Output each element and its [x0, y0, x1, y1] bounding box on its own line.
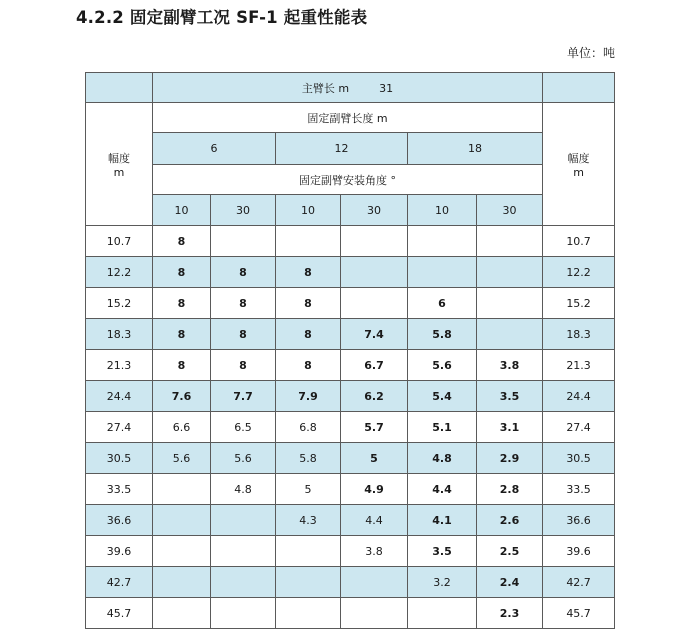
radius-unit: m	[573, 165, 584, 179]
radius-cell-right: 45.7	[543, 598, 615, 629]
angle-cell: 10	[276, 195, 341, 226]
table-row	[86, 226, 615, 257]
load-value-cell: 7.9	[276, 381, 341, 412]
radius-cell-right: 30.5	[543, 443, 615, 474]
load-value-cell: 2.3	[477, 598, 543, 629]
radius-cell-left: 30.5	[86, 443, 153, 474]
load-value-cell	[408, 226, 477, 257]
load-value-cell: 8	[276, 319, 341, 350]
table-row	[86, 288, 615, 319]
load-value-cell: 4.1	[408, 505, 477, 536]
radius-cell-right: 36.6	[543, 505, 615, 536]
load-value-cell: 8	[211, 257, 276, 288]
radius-header-right	[543, 103, 615, 226]
load-value-cell: 2.4	[477, 567, 543, 598]
radius-cell-left: 27.4	[86, 412, 153, 443]
load-value-cell: 4.4	[408, 474, 477, 505]
load-value-cell: 8	[153, 350, 211, 381]
load-value-cell	[211, 536, 276, 567]
angle-cell: 10	[153, 195, 211, 226]
table-row	[86, 257, 615, 288]
load-value-cell: 5.8	[276, 443, 341, 474]
load-value-cell	[341, 288, 408, 319]
jib-length-18: 18	[408, 133, 543, 165]
angle-cell: 10	[408, 195, 477, 226]
load-value-cell: 6.5	[211, 412, 276, 443]
radius-cell-left: 42.7	[86, 567, 153, 598]
load-value-cell: 8	[211, 350, 276, 381]
radius-cell-right: 27.4	[543, 412, 615, 443]
load-value-cell: 8	[153, 288, 211, 319]
load-value-cell: 6.6	[153, 412, 211, 443]
radius-cell-left: 15.2	[86, 288, 153, 319]
load-value-cell	[276, 598, 341, 629]
load-value-cell: 8	[211, 319, 276, 350]
load-value-cell: 2.5	[477, 536, 543, 567]
load-value-cell	[211, 567, 276, 598]
load-value-cell	[408, 257, 477, 288]
radius-label: 幅度	[567, 151, 590, 165]
load-value-cell	[211, 505, 276, 536]
load-value-cell: 8	[153, 226, 211, 257]
radius-cell-right: 24.4	[543, 381, 615, 412]
load-value-cell: 3.8	[341, 536, 408, 567]
load-value-cell: 5	[341, 443, 408, 474]
angle-cell: 30	[341, 195, 408, 226]
radius-cell-right: 12.2	[543, 257, 615, 288]
load-value-cell	[153, 567, 211, 598]
radius-cell-left: 18.3	[86, 319, 153, 350]
load-value-cell: 7.6	[153, 381, 211, 412]
load-value-cell	[341, 598, 408, 629]
load-value-cell: 6.7	[341, 350, 408, 381]
load-value-cell: 6.2	[341, 381, 408, 412]
angle-cell: 30	[211, 195, 276, 226]
table-row	[86, 350, 615, 381]
load-value-cell	[341, 567, 408, 598]
load-value-cell	[153, 474, 211, 505]
load-value-cell: 5.8	[408, 319, 477, 350]
load-value-cell	[153, 598, 211, 629]
load-value-cell: 4.4	[341, 505, 408, 536]
radius-cell-right: 15.2	[543, 288, 615, 319]
load-value-cell: 4.9	[341, 474, 408, 505]
load-value-cell: 8	[153, 319, 211, 350]
load-value-cell	[477, 319, 543, 350]
load-value-cell: 5.4	[408, 381, 477, 412]
load-value-cell: 3.2	[408, 567, 477, 598]
load-value-cell	[477, 226, 543, 257]
main-boom-label: 主臂长 m	[301, 81, 350, 95]
load-value-cell: 6	[408, 288, 477, 319]
load-value-cell	[153, 536, 211, 567]
load-value-cell	[408, 598, 477, 629]
load-value-cell	[477, 257, 543, 288]
load-value-cell: 8	[276, 350, 341, 381]
radius-cell-right: 18.3	[543, 319, 615, 350]
load-value-cell: 5.7	[341, 412, 408, 443]
load-value-cell	[341, 226, 408, 257]
radius-cell-left: 24.4	[86, 381, 153, 412]
load-value-cell	[211, 226, 276, 257]
jib-angle-label: 固定副臂安装角度 °	[153, 165, 543, 195]
radius-cell-right: 42.7	[543, 567, 615, 598]
table-row	[86, 443, 615, 474]
load-value-cell: 3.8	[477, 350, 543, 381]
load-value-cell	[276, 567, 341, 598]
radius-cell-left: 33.5	[86, 474, 153, 505]
load-value-cell: 2.9	[477, 443, 543, 474]
main-boom-header	[153, 73, 543, 103]
table-row	[86, 319, 615, 350]
table-row	[86, 505, 615, 536]
load-value-cell	[276, 536, 341, 567]
load-value-cell: 5.6	[211, 443, 276, 474]
radius-cell-left: 12.2	[86, 257, 153, 288]
load-value-cell	[153, 505, 211, 536]
load-value-cell: 8	[211, 288, 276, 319]
load-value-cell	[477, 288, 543, 319]
radius-header-left	[86, 103, 153, 226]
load-value-cell: 4.8	[211, 474, 276, 505]
table-row	[86, 536, 615, 567]
load-chart-table	[85, 72, 615, 629]
jib-length-6: 6	[153, 133, 276, 165]
load-value-cell: 8	[276, 257, 341, 288]
load-value-cell: 3.1	[477, 412, 543, 443]
load-value-cell: 2.6	[477, 505, 543, 536]
load-value-cell: 3.5	[477, 381, 543, 412]
load-value-cell	[276, 226, 341, 257]
jib-length-12: 12	[276, 133, 408, 165]
radius-cell-left: 10.7	[86, 226, 153, 257]
table-row	[86, 474, 615, 505]
radius-cell-left: 36.6	[86, 505, 153, 536]
radius-cell-right: 33.5	[543, 474, 615, 505]
radius-unit: m	[113, 165, 125, 179]
load-value-cell: 5.6	[153, 443, 211, 474]
load-value-cell: 7.4	[341, 319, 408, 350]
table-row	[86, 567, 615, 598]
radius-label: 幅度	[108, 151, 130, 165]
radius-cell-left: 39.6	[86, 536, 153, 567]
angle-cell: 30	[477, 195, 543, 226]
unit-label: 单位：吨	[566, 46, 615, 60]
jib-length-label: 固定副臂长度 m	[153, 103, 543, 133]
corner-cell-right-top	[543, 73, 615, 103]
load-value-cell	[341, 257, 408, 288]
load-value-cell: 2.8	[477, 474, 543, 505]
radius-cell-left: 45.7	[86, 598, 153, 629]
radius-cell-right: 39.6	[543, 536, 615, 567]
load-value-cell	[211, 598, 276, 629]
load-value-cell: 8	[153, 257, 211, 288]
data-rows	[86, 226, 615, 629]
load-value-cell: 5.1	[408, 412, 477, 443]
load-value-cell: 5.6	[408, 350, 477, 381]
table-row	[86, 381, 615, 412]
radius-cell-right: 21.3	[543, 350, 615, 381]
load-value-cell: 7.7	[211, 381, 276, 412]
load-value-cell: 3.5	[408, 536, 477, 567]
load-value-cell: 6.8	[276, 412, 341, 443]
page-title: 4.2.2 固定副臂工况 SF-1 起重性能表	[76, 8, 368, 27]
load-value-cell: 8	[276, 288, 341, 319]
radius-cell-left: 21.3	[86, 350, 153, 381]
table-row	[86, 598, 615, 629]
corner-cell-left-top	[86, 73, 153, 103]
load-value-cell: 4.8	[408, 443, 477, 474]
table-row	[86, 412, 615, 443]
load-value-cell: 5	[276, 474, 341, 505]
radius-cell-right: 10.7	[543, 226, 615, 257]
main-boom-value: 31	[379, 81, 394, 95]
load-value-cell: 4.3	[276, 505, 341, 536]
